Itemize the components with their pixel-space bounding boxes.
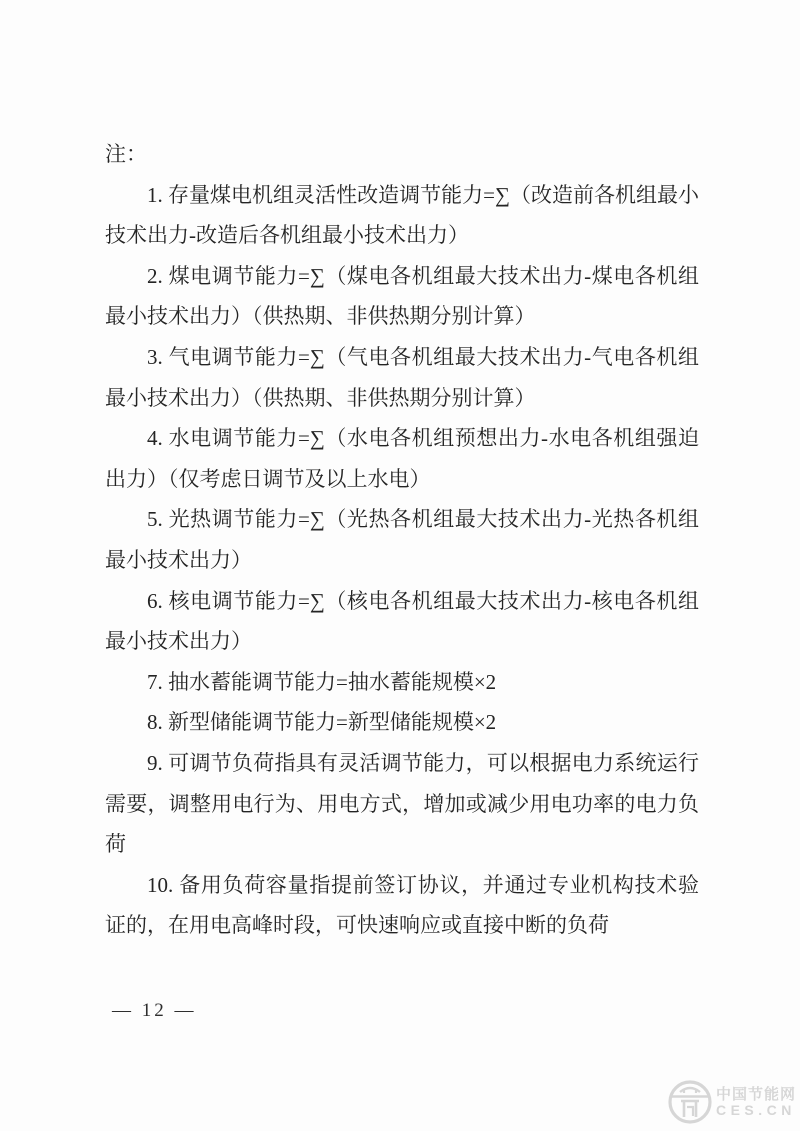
watermark [667, 1079, 796, 1125]
ces-logo-icon [667, 1079, 713, 1125]
notes-list [105, 175, 699, 946]
note-paragraph: 2. 煤电调节能力=∑（煤电各机组最大技术出力-煤电各机组最小技术出力）（供热期、非供热期分别计算） [105, 263, 699, 329]
page-number: — 12 — [112, 1000, 197, 1021]
watermark-site-domain: CES.CN [715, 1101, 796, 1118]
note-paragraph: 9. 可调节负荷指具有灵活调节能力，可以根据电力系统运行需要，调整用电行为、用电方式，增加或减少用电功率的电力负荷 [105, 750, 699, 857]
note-paragraph: 4. 水电调节能力=∑（水电各机组预想出力-水电各机组强迫出力）（仅考虑日调节及以上水电） [105, 426, 699, 491]
notes-heading: 注： [105, 142, 147, 166]
watermark-site-name: 中国节能网 [715, 1085, 796, 1103]
note-paragraph: 3. 气电调节能力=∑（气电各机组最大技术出力-气电各机组最小技术出力）（供热期、非供热期分别计算） [105, 344, 699, 410]
notes-section [105, 134, 699, 946]
watermark-text [716, 1087, 796, 1117]
note-paragraph: 7. 抽水蓄能调节能力=抽水蓄能规模×2 [147, 669, 497, 694]
note-paragraph: 6. 核电调节能力=∑（核电各机组最大技术出力-核电各机组最小技术出力） [105, 588, 699, 654]
note-paragraph: 8. 新型储能调节能力=新型储能规模×2 [147, 710, 497, 735]
note-paragraph: 5. 光热调节能力=∑（光热各机组最大技术出力-光热各机组最小技术出力） [105, 507, 699, 572]
note-paragraph: 1. 存量煤电机组灵活性改造调节能力=∑（改造前各机组最小技术出力-改造后各机组最小技术出力） [105, 182, 699, 248]
note-paragraph: 10. 备用负荷容量指提前签订协议，并通过专业机构技术验证的，在用电高峰时段，可快速响应或直接中断的负荷 [105, 872, 699, 938]
